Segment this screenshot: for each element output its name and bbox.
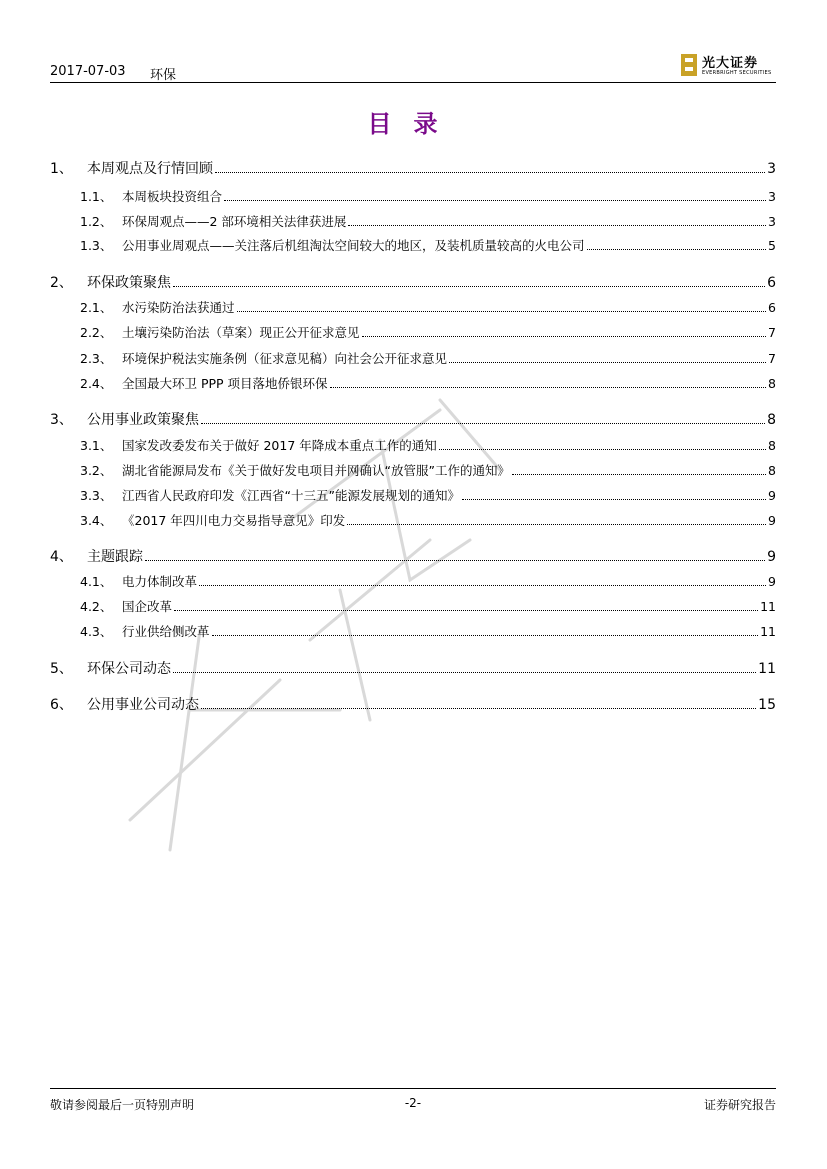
toc-label: 行业供给侧改革 [122, 624, 210, 639]
toc-page-number: 8 [768, 463, 776, 478]
toc-subsection[interactable] [50, 236, 776, 254]
toc-number: 4.3、 [80, 624, 113, 639]
toc-page-number: 6 [767, 275, 776, 291]
toc-leader-dots [199, 585, 766, 586]
toc-leader-dots [224, 200, 766, 201]
toc-label: 电力体制改革 [122, 574, 198, 589]
toc-label: 环保周观点——2 部环境相关法律获进展 [122, 214, 347, 229]
toc-number: 4.1、 [80, 574, 113, 589]
toc-page-number: 7 [768, 351, 776, 366]
toc-section[interactable] [50, 158, 776, 178]
toc-leader-dots [362, 336, 767, 337]
toc-subsection[interactable] [50, 572, 776, 590]
toc-section[interactable] [50, 272, 776, 292]
toc-number: 1.1、 [80, 189, 113, 204]
toc-label: 全国最大环卫 PPP 项目落地侨银环保 [122, 376, 328, 391]
toc-page-number: 3 [767, 161, 776, 177]
toc-leader-dots [462, 499, 766, 500]
report-date: 2017-07-03 [50, 64, 126, 79]
footer-divider [50, 1088, 776, 1089]
toc-number: 4.2、 [80, 599, 113, 614]
toc-number: 3.3、 [80, 488, 113, 503]
toc-section[interactable] [50, 694, 776, 714]
toc-label: 公用事业政策聚焦 [87, 412, 199, 428]
toc-page-number: 8 [767, 412, 776, 428]
toc-page-number: 9 [768, 574, 776, 589]
toc-page-number: 9 [767, 549, 776, 565]
toc-number: 3.1、 [80, 438, 113, 453]
toc-label: 公用事业公司动态 [87, 697, 199, 713]
toc-leader-dots [173, 672, 756, 673]
toc-subsection[interactable] [50, 349, 776, 367]
toc-leader-dots [348, 225, 766, 226]
toc-subsection[interactable] [50, 436, 776, 454]
toc-page-number: 3 [768, 214, 776, 229]
toc-page-number: 11 [760, 599, 776, 614]
toc-subsection[interactable] [50, 187, 776, 205]
report-sector: 环保 [150, 68, 177, 83]
toc-label: 土壤污染防治法（草案）现正公开征求意见 [122, 325, 360, 340]
footer-report-type: 证券研究报告 [703, 1098, 776, 1112]
toc-subsection[interactable] [50, 511, 776, 529]
page-header [50, 0, 776, 83]
toc-number: 6、 [50, 697, 73, 713]
toc-number: 2、 [50, 275, 73, 291]
toc-page-number: 8 [768, 376, 776, 391]
toc-label: 国企改革 [122, 599, 173, 614]
toc-number: 5、 [50, 661, 73, 677]
toc-leader-dots [330, 387, 766, 388]
toc-leader-dots [201, 708, 756, 709]
toc-page-number: 11 [760, 624, 776, 639]
company-logo [681, 52, 776, 80]
toc-leader-dots [237, 311, 767, 312]
toc-label: 环保公司动态 [87, 661, 171, 677]
toc-page-number: 9 [768, 488, 776, 503]
toc-label: 公用事业周观点——关注落后机组淘汰空间较大的地区，及装机质量较高的火电公司 [122, 238, 585, 253]
everbright-logo-icon [681, 54, 697, 76]
toc-leader-dots [347, 524, 766, 525]
footer-disclaimer: 敬请参阅最后一页特别声明 [50, 1098, 195, 1112]
toc-number: 3.2、 [80, 463, 113, 478]
toc-subsection[interactable] [50, 486, 776, 504]
toc-label: 主题跟踪 [87, 549, 143, 565]
toc-number: 1、 [50, 161, 73, 177]
toc-subsection[interactable] [50, 622, 776, 640]
logo-text-en: EVERBRIGHT SECURITIES [702, 70, 772, 76]
toc-label: 国家发改委发布关于做好 2017 年降成本重点工作的通知 [122, 438, 437, 453]
toc-page-number: 6 [768, 300, 776, 315]
toc-leader-dots [449, 362, 766, 363]
toc-number: 3.4、 [80, 513, 113, 528]
toc-label: 水污染防治法获通过 [122, 300, 235, 315]
toc-number: 4、 [50, 549, 73, 565]
toc-page-number: 5 [768, 238, 776, 253]
toc-leader-dots [174, 610, 758, 611]
page-number: -2- [404, 1096, 422, 1110]
toc-leader-dots [145, 560, 765, 561]
toc-leader-dots [173, 286, 765, 287]
toc-label: 环保政策聚焦 [87, 275, 171, 291]
toc-number: 2.4、 [80, 376, 113, 391]
toc-leader-dots [212, 635, 759, 636]
page-title: 目录 [367, 109, 460, 138]
toc-page-number: 11 [758, 661, 776, 677]
toc-leader-dots [439, 449, 766, 450]
toc-number: 3、 [50, 412, 73, 428]
toc-label: 湖北省能源局发布《关于做好发电项目并网确认“放管服”工作的通知》 [122, 463, 510, 478]
toc-section[interactable] [50, 546, 776, 566]
toc-leader-dots [215, 172, 765, 173]
toc-subsection[interactable] [50, 212, 776, 230]
toc-number: 2.2、 [80, 325, 113, 340]
toc-leader-dots [201, 423, 765, 424]
toc-page-number: 15 [758, 697, 776, 713]
toc-section[interactable] [50, 658, 776, 678]
toc-subsection[interactable] [50, 323, 776, 341]
toc-page-number: 3 [768, 189, 776, 204]
toc-subsection[interactable] [50, 374, 776, 392]
page-footer [50, 1088, 776, 1112]
header-divider [50, 82, 776, 83]
toc-subsection[interactable] [50, 461, 776, 479]
toc-label: 本周板块投资组合 [122, 189, 223, 204]
toc-section[interactable] [50, 409, 776, 429]
toc-leader-dots [512, 474, 766, 475]
toc-leader-dots [587, 249, 767, 250]
toc-number: 2.1、 [80, 300, 113, 315]
toc-label: 《2017 年四川电力交易指导意见》印发 [122, 513, 346, 528]
logo-text-cn: 光大证券 [702, 56, 759, 71]
toc-page-number: 7 [768, 325, 776, 340]
toc-subsection[interactable] [50, 298, 776, 316]
toc-subsection[interactable] [50, 597, 776, 615]
toc-number: 2.3、 [80, 351, 113, 366]
toc-label: 环境保护税法实施条例（征求意见稿）向社会公开征求意见 [122, 351, 448, 366]
toc-page-number: 9 [768, 513, 776, 528]
toc-number: 1.3、 [80, 238, 113, 253]
toc-number: 1.2、 [80, 214, 113, 229]
toc-page-number: 8 [768, 438, 776, 453]
toc-label: 江西省人民政府印发《江西省“十三五”能源发展规划的通知》 [122, 488, 460, 503]
toc-label: 本周观点及行情回顾 [87, 161, 213, 177]
